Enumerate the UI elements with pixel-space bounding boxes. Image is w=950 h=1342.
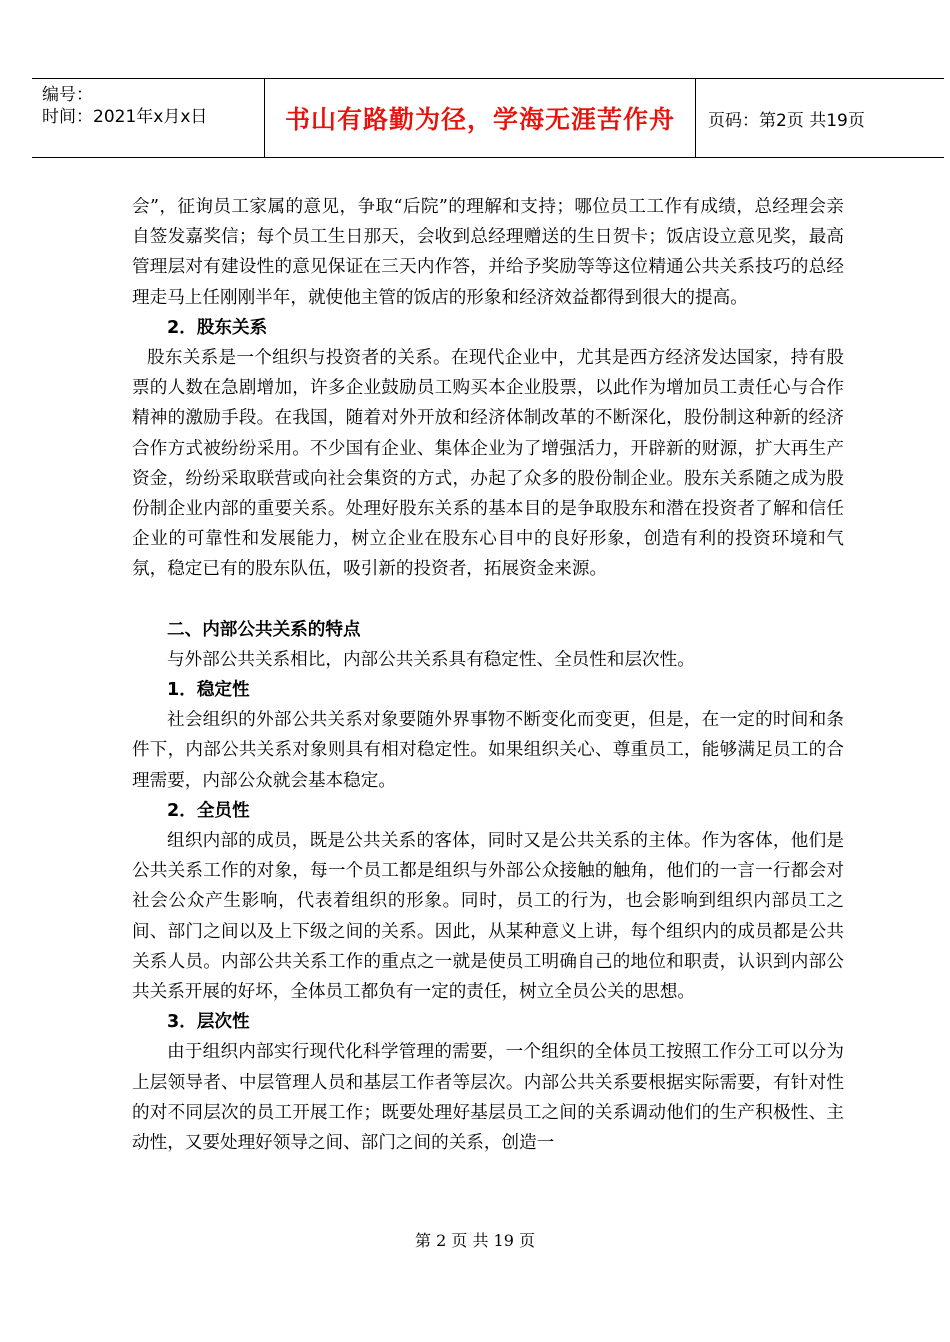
paragraph: 股东关系是一个组织与投资者的关系。在现代企业中，尤其是西方经济发达国家，持有股票的人数在急剧增加，许多企业鼓励员工购买本企业股票，以此作为增加员工责任心与合作精神的激励手段。在我国，随着对外开放和经济体制改革的不断深化，股份制这种新的经济合作方式被纷纷采用。不少国有企业、集体企业为了增强活力，开辟新的财源，扩大再生产资金，纷纷采取联营或向社会集资的方式，办起了众多的股份制企业。股东关系随之成为股份制企业内部的重要关系。处理好股东关系的基本目的是争取股东和潜在投资者了解和信任企业的可靠性和发展能力，树立企业在股东心目中的良好形象，创造有利的投资环境和气氛，稳定已有的股东队伍，吸引新的投资者，拓展资金来源。 [132,348,844,580]
document-header [32,78,944,158]
section-heading-internal-pr: 二、内部公共关系的特点 [167,619,361,640]
document-number-label: 编号： [42,85,93,105]
paragraph: 组织内部的成员，既是公共关系的客体，同时又是公共关系的主体。作为客体，他们是公共关系工作的对象，每一个员工都是组织与外部公众接触的触角，他们的一言一行都会对社会公众产生影响，代表着组织的形象。同时，员工的行为，也会影响到组织内部员工之间、部门之间以及上下级之间的关系。因此，从某种意义上讲，每个组织内的成员都是公共关系人员。内部公共关系工作的重点之一就是使员工明确自己的地位和职责，认识到内部公共关系开展的好坏，全体员工都负有一定的责任，树立全员公关的思想。 [132,831,844,1003]
document-time-label: 时间：2021年x月x日 [42,107,208,127]
paragraph: 会”，征询员工家属的意见，争取“后院”的理解和支持；哪位员工工作有成绩，总经理会亲自签发嘉奖信；每个员工生日那天，会收到总经理赠送的生日贺卡；饭店设立意见奖，最高管理层对有建设性的意见保证在三天内作答，并给予奖励等等这位精通公共关系技巧的总经理走马上任刚刚半年，就使他主管的饭店的形象和经济效益都得到很大的提高。 [132,197,844,308]
header-page-cell [696,79,944,157]
paragraph: 由于组织内部实行现代化科学管理的需要，一个组织的全体员工按照工作分工可以分为上层领导者、中层管理人员和基层工作者等层次。内部公共关系要根据实际需要，有针对性的对不同层次的员工开展工作；既要处理好基层员工之间的关系调动他们的生产积极性、主动性，又要处理好领导之间、部门之间的关系，创造一 [132,1042,844,1154]
page-footer: 第 2 页 共 19 页 [415,1231,535,1250]
header-left-cell [32,79,265,157]
document-body [132,192,844,1158]
header-motto: 书山有路勤为径，学海无涯苦作舟 [284,105,675,134]
paragraph: 社会组织的外部公共关系对象要随外界事物不断变化而变更，但是，在一定的时间和条件下，内部公共关系对象则具有相对稳定性。如果组织关心、尊重员工，能够满足员工的合理需要，内部公众就会基本稳定。 [132,710,844,791]
spacer [132,585,844,615]
header-page-code: 页码：第2页 共19页 [708,110,865,131]
subheading-hierarchy: 3．层次性 [167,1012,250,1033]
subheading-shareholder: 2．股东关系 [167,317,268,338]
header-motto-cell [265,79,696,157]
paragraph: 与外部公共关系相比，内部公共关系具有稳定性、全员性和层次性。 [167,649,695,670]
subheading-all-staff: 2．全员性 [167,800,250,821]
subheading-stability: 1．稳定性 [167,680,250,701]
